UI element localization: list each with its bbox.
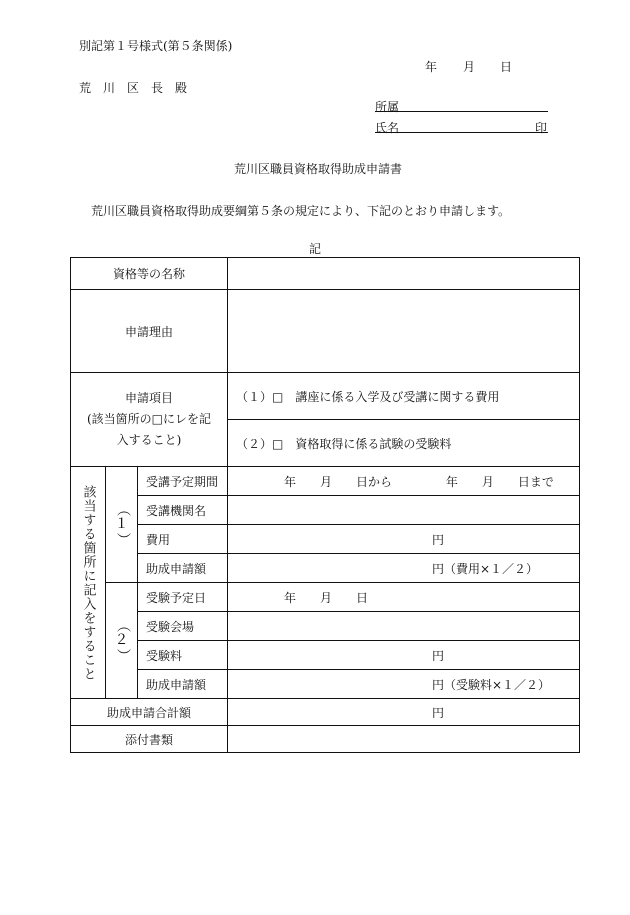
g1-org-row xyxy=(71,496,580,525)
affiliation-label: 所属 xyxy=(375,100,400,114)
g1-cost-row xyxy=(71,525,580,554)
g1-period-start: 年 月 日から xyxy=(284,474,393,489)
item2-checkbox-option[interactable]: （２）□ 資格取得に係る試験の受験料 xyxy=(228,420,580,467)
date-month-label: 月 xyxy=(463,60,476,74)
total-row xyxy=(71,699,580,726)
total-unit: 円 xyxy=(432,705,445,720)
g1-request-label: 助成申請額 xyxy=(138,554,228,583)
application-form-table xyxy=(70,257,580,753)
items-label-line2: (該当箇所の□にレを記 xyxy=(86,412,212,426)
group1-paren-close: ） xyxy=(113,532,130,547)
g2-date-value: 年 月 日 xyxy=(284,590,369,605)
date-day-label: 日 xyxy=(500,60,513,74)
g1-request-field[interactable] xyxy=(228,554,580,583)
qualification-name-field[interactable] xyxy=(228,258,580,290)
attachments-label: 添付書類 xyxy=(71,726,228,753)
g2-fee-unit: 円 xyxy=(432,648,445,663)
g1-request-unit: 円（費用×１／２） xyxy=(432,561,539,576)
g2-date-field[interactable] xyxy=(228,583,580,612)
items-row-1 xyxy=(71,373,580,420)
group2-paren-open: （ xyxy=(113,618,130,633)
reason-row xyxy=(71,290,580,373)
g2-venue-row xyxy=(71,612,580,641)
g1-period-end: 年 月 日まで xyxy=(445,474,554,489)
group1-number: １ xyxy=(114,516,129,533)
g2-fee-row xyxy=(71,641,580,670)
side-label: 該当する箇所に記入をすること xyxy=(80,484,96,681)
total-label: 助成申請合計額 xyxy=(71,699,228,726)
items-label xyxy=(71,373,228,467)
name-label: 氏名 xyxy=(375,121,400,135)
group2-number: ２ xyxy=(114,632,129,649)
addressee: 荒 川 区 長 殿 xyxy=(79,81,188,95)
g2-date-row xyxy=(71,583,580,612)
items-label-line1: 申請項目 xyxy=(124,391,173,405)
g1-period-row xyxy=(71,467,580,496)
ki-label: 記 xyxy=(309,242,322,256)
group2-paren-close: ） xyxy=(113,648,130,663)
g2-request-field[interactable] xyxy=(228,670,580,699)
group2-number-cell xyxy=(106,583,138,699)
g2-venue-field[interactable] xyxy=(228,612,580,641)
g2-request-label: 助成申請額 xyxy=(138,670,228,699)
body-text: 荒川区職員資格取得助成要綱第５条の規定により、下記のとおり申請します。 xyxy=(91,204,511,218)
g1-period-label: 受講予定期間 xyxy=(138,467,228,496)
qualification-name-row xyxy=(71,258,580,290)
document-title: 荒川区職員資格取得助成申請書 xyxy=(234,162,403,176)
g1-org-label: 受講機関名 xyxy=(138,496,228,525)
g2-request-row xyxy=(71,670,580,699)
reason-label: 申請理由 xyxy=(71,290,228,373)
g2-date-label: 受験予定日 xyxy=(138,583,228,612)
g2-venue-label: 受験会場 xyxy=(138,612,228,641)
reason-field[interactable] xyxy=(228,290,580,373)
g2-fee-label: 受験料 xyxy=(138,641,228,670)
attachments-row xyxy=(71,726,580,753)
g1-cost-label: 費用 xyxy=(138,525,228,554)
side-label-cell xyxy=(71,467,106,699)
items-label-line3: 入すること) xyxy=(116,433,182,447)
g2-request-unit: 円（受験料×１／２） xyxy=(432,677,551,692)
g1-cost-unit: 円 xyxy=(432,532,445,547)
name-field[interactable] xyxy=(375,118,548,133)
group1-number-cell xyxy=(106,467,138,583)
form-number: 別記第１号様式(第５条関係) xyxy=(79,39,233,53)
item1-checkbox-option[interactable]: （１）□ 講座に係る入学及び受講に関する費用 xyxy=(228,373,580,420)
g2-fee-field[interactable] xyxy=(228,641,580,670)
g1-request-row xyxy=(71,554,580,583)
g1-period-field[interactable] xyxy=(228,467,580,496)
g1-org-field[interactable] xyxy=(228,496,580,525)
affiliation-field[interactable] xyxy=(375,97,548,112)
seal-label: 印 xyxy=(535,121,548,135)
total-field[interactable] xyxy=(228,699,580,726)
attachments-field[interactable] xyxy=(228,726,580,753)
g1-cost-field[interactable] xyxy=(228,525,580,554)
date-year-label: 年 xyxy=(425,60,438,74)
group1-paren-open: （ xyxy=(113,502,130,517)
qualification-name-label: 資格等の名称 xyxy=(71,258,228,290)
